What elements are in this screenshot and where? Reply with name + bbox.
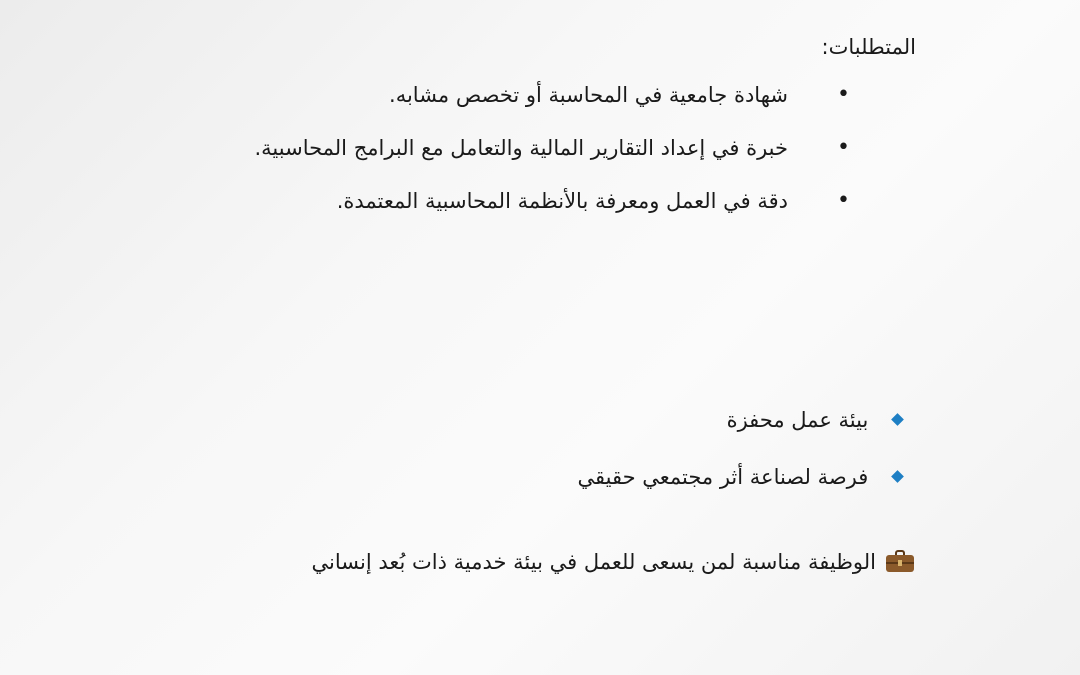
- diamond-icon: [891, 413, 904, 426]
- list-item: [578, 402, 903, 438]
- bullet-icon: •: [837, 135, 850, 160]
- benefit-text: بيئة عمل محفزة: [726, 408, 869, 432]
- requirement-text: خبرة في إعداد التقارير المالية والتعامل مع البرامج المحاسبية.: [254, 136, 788, 160]
- requirements-list: [254, 78, 850, 237]
- list-item: [254, 184, 850, 218]
- requirement-text: دقة في العمل ومعرفة بالأنظمة المحاسبية المعتمدة.: [336, 189, 788, 213]
- list-item: [254, 131, 850, 165]
- bullet-icon: •: [837, 82, 850, 107]
- diamond-icon: [891, 470, 904, 483]
- benefits-list: [578, 402, 903, 516]
- briefcase-icon: [886, 550, 914, 572]
- note-text: الوظيفة مناسبة لمن يسعى للعمل في بيئة خدمية ذات بُعد إنساني: [311, 550, 876, 574]
- suitability-note: [312, 544, 915, 580]
- list-item: [254, 78, 850, 112]
- requirements-heading: المتطلبات:: [821, 35, 916, 59]
- bullet-icon: •: [837, 188, 850, 213]
- list-item: [578, 459, 903, 495]
- requirement-text: شهادة جامعية في المحاسبة أو تخصص مشابه.: [389, 83, 788, 107]
- benefit-text: فرصة لصناعة أثر مجتمعي حقيقي: [577, 465, 869, 489]
